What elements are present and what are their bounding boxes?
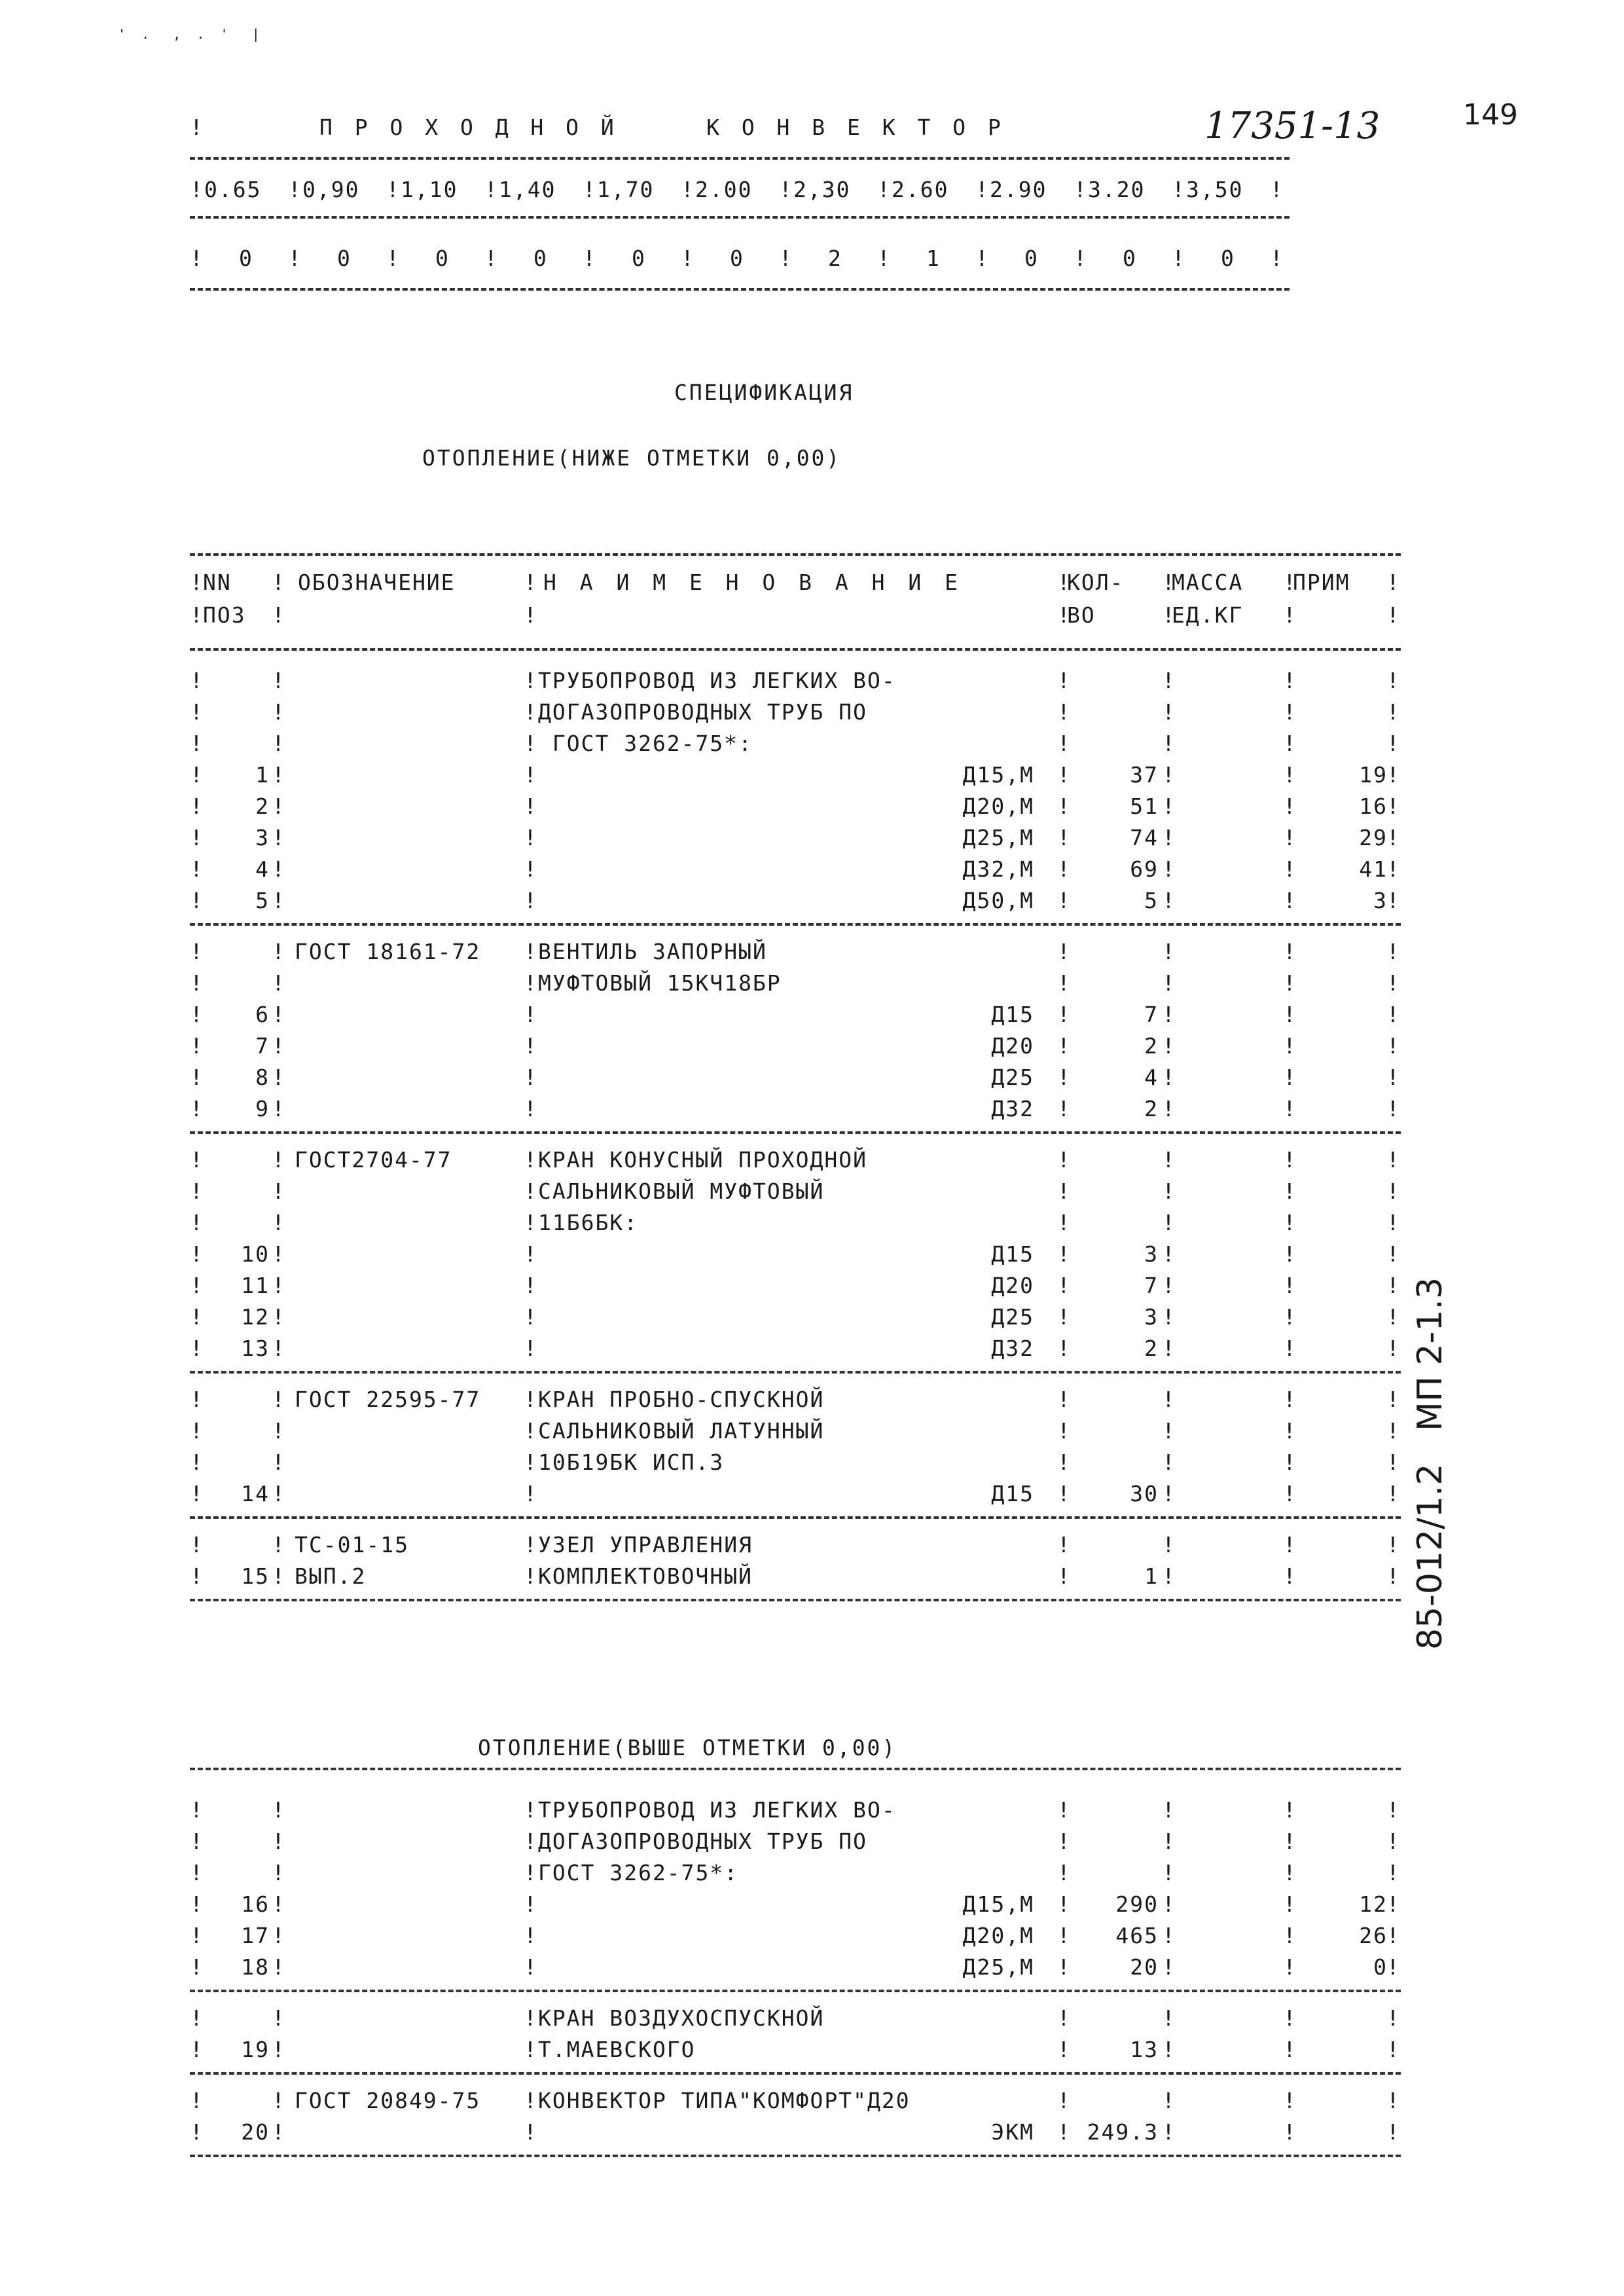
divider [190, 553, 1401, 556]
position: 6 [255, 1002, 270, 1027]
table-row: ! ! ! ! ! ! ! ДОГАЗОПРОВОДНЫХ ТРУБ ПО [190, 699, 1399, 725]
quantity: 4 [1144, 1065, 1159, 1090]
diameter: Д15,М [962, 762, 1034, 788]
header-separator: ! [681, 177, 695, 202]
quantity: 1 [1144, 1563, 1159, 1589]
divider [190, 1990, 1401, 1992]
section-title-below: ОТОПЛЕНИЕ(НИЖЕ ОТМЕТКИ 0,00) [422, 445, 842, 471]
quantity: 2 [1144, 1336, 1159, 1361]
header-separator: ! [484, 246, 499, 271]
diameter: Д20,М [962, 1923, 1034, 1948]
diameter: Д15 [991, 1002, 1034, 1027]
table-row: ! ! ! ! ! ! ! ТРУБОПРОВОД ИЗ ЛЕГКИХ ВО- [190, 668, 1399, 693]
position: 7 [255, 1033, 270, 1059]
table-row: ! ! ! ! ! ! ! 11Б6БК: [190, 1210, 1399, 1235]
table-row: ! ! ! ! ! ! ! 20 ЭКМ 249.3 [190, 2119, 1399, 2145]
quantity: 465 [1115, 1923, 1159, 1948]
item-name: КРАН ПРОБНО-СПУСКНОЙ [538, 1387, 825, 1412]
note: 41 [1359, 856, 1388, 882]
table-row: ! ! ! ! ! ! ! 11 Д20 7 [190, 1273, 1399, 1298]
table-row: ! ! ! ! ! ! ! 6 Д15 7 [190, 1002, 1399, 1027]
item-name: КОНВЕКТОР ТИПА"КОМФОРТ"Д20 [538, 2088, 911, 2113]
item-name: ДОГАЗОПРОВОДНЫХ ТРУБ ПО [538, 699, 867, 725]
table-row: ! ! ! ! ! ! ! ГОСТ 3262-75*: [190, 731, 1399, 756]
header-title: П Р О Х О Д Н О Й К О Н В Е К Т О Р [319, 115, 1005, 140]
table-row: ! ! ! ! ! ! ! 16 Д15,М 290 12 [190, 1891, 1399, 1917]
quantity: 7 [1144, 1273, 1159, 1298]
divider [190, 1599, 1401, 1601]
item-name: ТРУБОПРОВОД ИЗ ЛЕГКИХ ВО- [538, 668, 896, 693]
header-separator: ! [288, 177, 302, 202]
header-separator: ! [1270, 246, 1284, 271]
table-header-row-2: ! ПОЗ ! ! ! ВО ! ЕД.КГ ! ! [190, 602, 1399, 628]
header-separator: ! [681, 246, 695, 271]
quantity: 2 [1144, 1033, 1159, 1059]
header-separator: ! [975, 246, 990, 271]
spec-title: СПЕЦИФИКАЦИЯ [674, 380, 854, 405]
header-separator: ! [1172, 177, 1186, 202]
table-row: ! ! ! ! ! ! ! Т.МАЕВСКОГО 19 13 [190, 2037, 1399, 2062]
position: 20 [241, 2119, 270, 2145]
diameter: Д50,М [962, 888, 1034, 913]
quantity: 3 [1144, 1241, 1159, 1267]
diameter: ЭКМ [991, 2119, 1034, 2145]
table-row: ! ! ! ! ! ! ! 12 Д25 3 [190, 1304, 1399, 1330]
count-value: 0 [239, 246, 253, 271]
table-row: ! ! ! ! ! ! ! 9 Д32 2 [190, 1096, 1399, 1121]
quantity: 2 [1144, 1096, 1159, 1121]
col-pos-2: ПОЗ [203, 602, 246, 628]
divider [190, 2072, 1401, 2075]
position: 9 [255, 1096, 270, 1121]
col-qty-2: ВО [1067, 602, 1096, 628]
table-row: ! ! ! ! ! ! ! 3 Д25,М 74 29 [190, 825, 1399, 850]
header-separator: ! [190, 177, 204, 202]
note: 29 [1359, 825, 1388, 850]
table-row: ! ! ! ! ! ! ! 10Б19БК ИСП.3 [190, 1449, 1399, 1475]
quantity: 290 [1115, 1891, 1159, 1917]
note: 12 [1359, 1891, 1388, 1917]
divider [190, 288, 1290, 291]
table-row: ! ! ! ! ! ! ! 14 Д15 30 [190, 1481, 1399, 1506]
position: 17 [241, 1923, 270, 1948]
header-separator: ! [975, 177, 990, 202]
header-separator: ! [1270, 177, 1284, 202]
item-name: САЛЬНИКОВЫЙ МУФТОВЫЙ [538, 1178, 825, 1204]
quantity: 13 [1130, 2037, 1159, 2062]
header-separator: ! [190, 246, 204, 271]
count-value: 2 [828, 246, 842, 271]
diameter: Д15 [991, 1481, 1034, 1506]
header-separator: ! [288, 246, 302, 271]
diameter: Д32 [991, 1336, 1034, 1361]
table-row: ! ! ! ! ! ! ! САЛЬНИКОВЫЙ ЛАТУННЫЙ [190, 1418, 1399, 1444]
header-separator: ! [583, 177, 597, 202]
table-row: ! ! ! ! ! ! ! 4 Д32,М 69 41 [190, 856, 1399, 882]
table-row: ! ! ! ! ! ! ! ГОСТ 18161-72 ВЕНТИЛЬ ЗАПОРНЫЙ [190, 939, 1399, 964]
item-name: ВЕНТИЛЬ ЗАПОРНЫЙ [538, 939, 767, 964]
position: 4 [255, 856, 270, 882]
table-row: ! ! ! ! ! ! ! ГОСТ 3262-75*: [190, 1860, 1399, 1886]
item-name: САЛЬНИКОВЫЙ ЛАТУННЫЙ [538, 1418, 825, 1444]
count-value: 0 [1221, 246, 1235, 271]
table-row: ! ! ! ! ! ! ! ТРУБОПРОВОД ИЗ ЛЕГКИХ ВО- [190, 1797, 1399, 1823]
count-value: 0 [435, 246, 450, 271]
note: 3 [1373, 888, 1388, 913]
diameter: Д32,М [962, 856, 1034, 882]
side-stamp: 85-012/1.2 МП 2-1.3 [1411, 1277, 1450, 1650]
table-row: ! ! ! ! ! ! ! 18 Д25,М 20 0 [190, 1954, 1399, 1980]
quantity: 37 [1130, 762, 1159, 788]
table-row: ! ! ! ! ! ! ! 13 Д32 2 [190, 1336, 1399, 1361]
table-row: ! ! ! ! ! ! ! ВЫП.2 КОМПЛЕКТОВОЧНЫЙ 15 1 [190, 1563, 1399, 1589]
item-name: ГОСТ 3262-75*: [538, 1860, 739, 1886]
table-row: ! ! ! ! ! ! ! 17 Д20,М 465 26 [190, 1923, 1399, 1948]
divider [190, 157, 1290, 160]
divider [190, 648, 1401, 651]
table-row: ! ! ! ! ! ! ! ГОСТ 22595-77 КРАН ПРОБНО-СПУСКНОЙ [190, 1387, 1399, 1412]
note: 0 [1373, 1954, 1388, 1980]
count-value: 0 [337, 246, 352, 271]
quantity: 30 [1130, 1481, 1159, 1506]
diameter: Д25,М [962, 825, 1034, 850]
diameter: Д20 [991, 1273, 1034, 1298]
diameter: Д15,М [962, 1891, 1034, 1917]
size-value: 3.20 [1088, 177, 1146, 202]
table-row: ! ! ! ! ! ! ! 8 Д25 4 [190, 1065, 1399, 1090]
header-separator: ! [1172, 246, 1186, 271]
header-separator: ! [386, 246, 401, 271]
position: 16 [241, 1891, 270, 1917]
position: 11 [241, 1273, 270, 1298]
table-row: ! ! ! ! ! ! ! 5 Д50,М 5 3 [190, 888, 1399, 913]
table-row: ! ! ! ! ! ! ! 10 Д15 3 [190, 1241, 1399, 1267]
quantity: 5 [1144, 888, 1159, 913]
size-value: 1,40 [499, 177, 556, 202]
diameter: Д25 [991, 1065, 1034, 1090]
diameter: Д20,М [962, 793, 1034, 819]
size-value: 2.60 [892, 177, 949, 202]
divider [190, 216, 1290, 219]
size-value: 0.65 [204, 177, 262, 202]
note: 16 [1359, 793, 1388, 819]
designation: ГОСТ 20849-75 [295, 2088, 481, 2113]
col-note: ПРИМ [1293, 570, 1350, 595]
diameter: Д25,М [962, 1954, 1034, 1980]
size-value: 1,70 [597, 177, 655, 202]
note: 26 [1359, 1923, 1388, 1948]
table-row: ! ! ! ! ! ! ! ДОГАЗОПРОВОДНЫХ ТРУБ ПО [190, 1829, 1399, 1854]
diameter: Д32 [991, 1096, 1034, 1121]
designation: ВЫП.2 [295, 1563, 367, 1589]
header-separator: ! [877, 177, 892, 202]
item-name: МУФТОВЫЙ 15КЧ18БР [538, 970, 782, 996]
designation: ГОСТ 22595-77 [295, 1387, 481, 1412]
item-name: КРАН КОНУСНЫЙ ПРОХОДНОЙ [538, 1147, 867, 1173]
size-value: 1,10 [401, 177, 458, 202]
item-name: КРАН ВОЗДУХОСПУСКНОЙ [538, 2005, 825, 2031]
position: 13 [241, 1336, 270, 1361]
table-row: ! ! ! ! ! ! ! МУФТОВЫЙ 15КЧ18БР [190, 970, 1399, 996]
position: 19 [241, 2037, 270, 2062]
item-name: 11Б6БК: [538, 1210, 639, 1235]
table-row: ! ! ! ! ! ! ! ТС-01-15 УЗЕЛ УПРАВЛЕНИЯ [190, 1532, 1399, 1558]
quantity: 249.3 [1087, 2119, 1159, 2145]
quantity: 74 [1130, 825, 1159, 850]
header-separator: ! [877, 246, 892, 271]
count-value: 0 [730, 246, 744, 271]
item-name: 10Б19БК ИСП.3 [538, 1449, 725, 1475]
col-name: Н А И М Е Н О В А Н И Е [543, 570, 963, 595]
position: 18 [241, 1954, 270, 1980]
count-value: 0 [632, 246, 646, 271]
item-name: Т.МАЕВСКОГО [538, 2037, 696, 2062]
designation: ГОСТ 18161-72 [295, 939, 481, 964]
size-value: 2.00 [695, 177, 753, 202]
position: 15 [241, 1563, 270, 1589]
size-value: 0,90 [302, 177, 360, 202]
position: 12 [241, 1304, 270, 1330]
table-row: ! ! ! ! ! ! ! КРАН ВОЗДУХОСПУСКНОЙ [190, 2005, 1399, 2031]
divider [190, 2155, 1401, 2157]
doc-code: 17351-13 [1204, 105, 1380, 147]
quantity: 69 [1130, 856, 1159, 882]
count-value: 0 [533, 246, 548, 271]
quantity: 3 [1144, 1304, 1159, 1330]
count-value: 0 [1024, 246, 1039, 271]
size-value: 2.90 [990, 177, 1047, 202]
col-pos: NN [203, 570, 232, 595]
col-mass-2: ЕД.КГ [1172, 602, 1244, 628]
divider [190, 1516, 1401, 1519]
position: 8 [255, 1065, 270, 1090]
diameter: Д25 [991, 1304, 1034, 1330]
table-row: ! ! ! ! ! ! ! САЛЬНИКОВЫЙ МУФТОВЫЙ [190, 1178, 1399, 1204]
designation: ГОСТ2704-77 [295, 1147, 452, 1173]
col-designation: ОБОЗНАЧЕНИЕ [298, 570, 456, 595]
header-left-bar: ! [190, 115, 204, 140]
position: 5 [255, 888, 270, 913]
diameter: Д15 [991, 1241, 1034, 1267]
table-row: ! ! ! ! ! ! ! 7 Д20 2 [190, 1033, 1399, 1059]
header-separator: ! [1074, 177, 1088, 202]
item-name: УЗЕЛ УПРАВЛЕНИЯ [538, 1532, 753, 1558]
divider [190, 1768, 1401, 1770]
divider [190, 923, 1401, 926]
diameter: Д20 [991, 1033, 1034, 1059]
count-value: 0 [1123, 246, 1137, 271]
table-row: ! ! ! ! ! ! ! 1 Д15,М 37 19 [190, 762, 1399, 788]
table-row: ! ! ! ! ! ! ! 2 Д20,М 51 16 [190, 793, 1399, 819]
position: 1 [255, 762, 270, 788]
header-separator: ! [583, 246, 597, 271]
quantity: 7 [1144, 1002, 1159, 1027]
count-value: 1 [926, 246, 941, 271]
header-separator: ! [779, 177, 793, 202]
position: 14 [241, 1481, 270, 1506]
page-number: 149 [1463, 98, 1518, 132]
header-separator: ! [386, 177, 401, 202]
col-qty: КОЛ- [1067, 570, 1125, 595]
position: 3 [255, 825, 270, 850]
header-separator: ! [1074, 246, 1088, 271]
table-row: ! ! ! ! ! ! ! ГОСТ 20849-75 КОНВЕКТОР ТИПА"КОМФОРТ"Д20 [190, 2088, 1399, 2113]
quantity: 51 [1130, 793, 1159, 819]
scan-noise: ' . , . ' | [118, 26, 260, 42]
size-value: 2,30 [793, 177, 851, 202]
header-separator: ! [779, 246, 793, 271]
item-name: КОМПЛЕКТОВОЧНЫЙ [538, 1563, 753, 1589]
divider [190, 1131, 1401, 1134]
table-header-row-1: ! NN ! ОБОЗНАЧЕНИЕ ! Н А И М Е Н О В А Н И Е ! КОЛ- ! МАССА ! ПРИМ ! [190, 570, 1399, 595]
size-value: 3,50 [1186, 177, 1244, 202]
col-mass: МАССА [1172, 570, 1244, 595]
header-separator: ! [484, 177, 499, 202]
table-row: ! ! ! ! ! ! ! ГОСТ2704-77 КРАН КОНУСНЫЙ ПРОХОДНОЙ [190, 1147, 1399, 1173]
item-name: ГОСТ 3262-75*: [538, 731, 753, 756]
quantity: 20 [1130, 1954, 1159, 1980]
item-name: ДОГАЗОПРОВОДНЫХ ТРУБ ПО [538, 1829, 867, 1854]
position: 2 [255, 793, 270, 819]
section-title-above: ОТОПЛЕНИЕ(ВЫШЕ ОТМЕТКИ 0,00) [478, 1735, 897, 1760]
designation: ТС-01-15 [295, 1532, 409, 1558]
note: 19 [1359, 762, 1388, 788]
item-name: ТРУБОПРОВОД ИЗ ЛЕГКИХ ВО- [538, 1797, 896, 1823]
position: 10 [241, 1241, 270, 1267]
divider [190, 1371, 1401, 1374]
